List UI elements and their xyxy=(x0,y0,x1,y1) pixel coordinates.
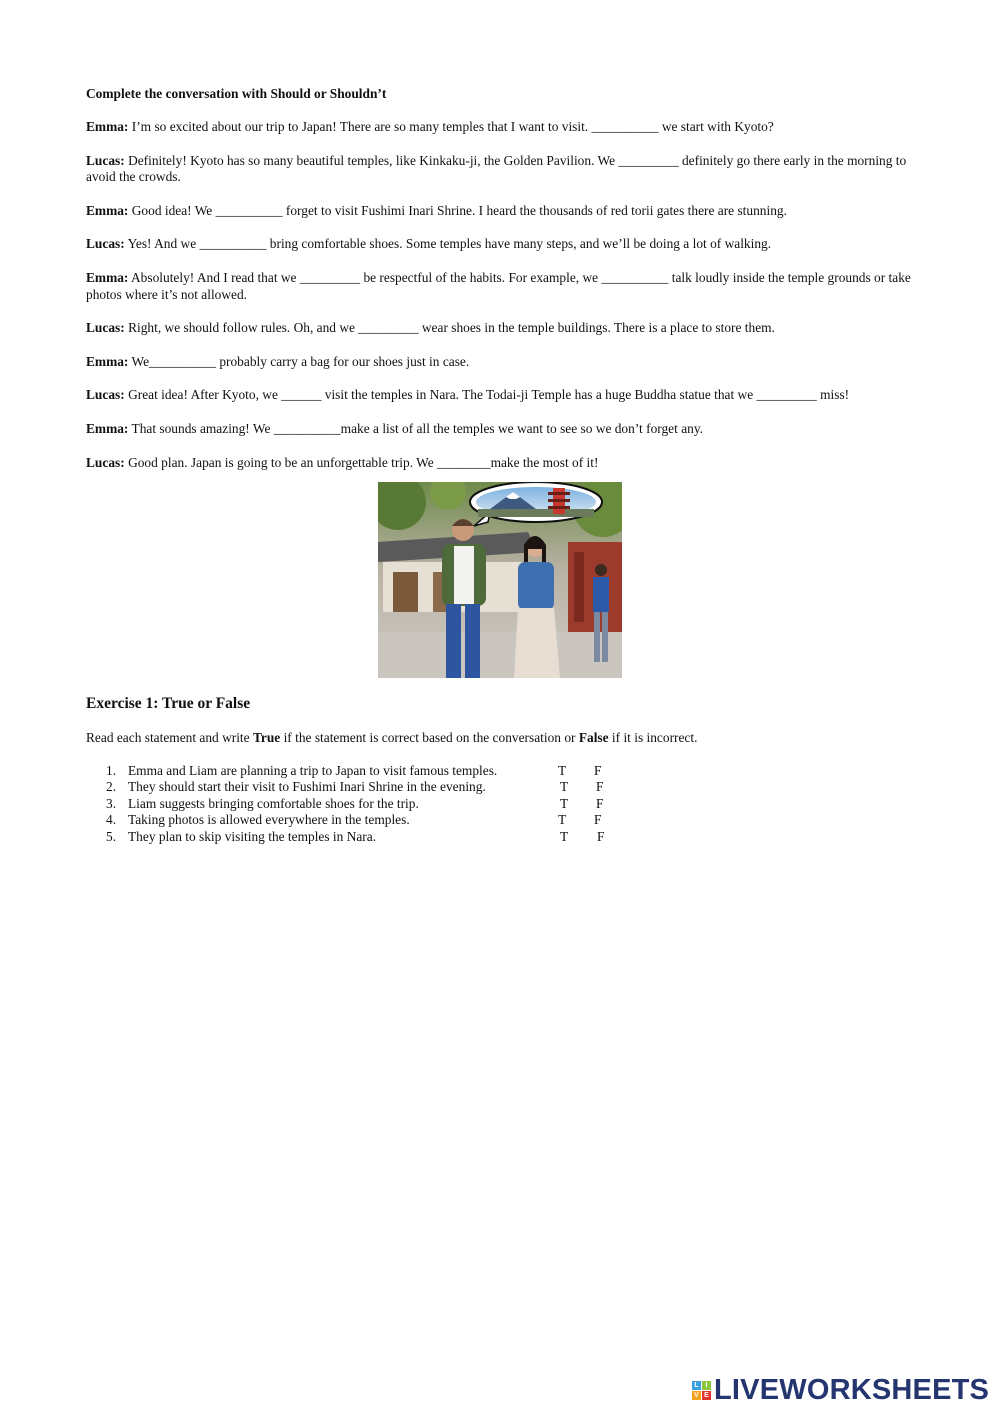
dialogue-text: We__________ probably carry a bag for our shoes just in case. xyxy=(131,353,470,369)
dialogue-line xyxy=(86,153,926,186)
instruction-text: Read each statement and write xyxy=(86,730,253,745)
dialogue-line xyxy=(86,455,926,472)
speaker-name: Emma: xyxy=(86,269,129,285)
speaker-name: Lucas: xyxy=(86,387,125,403)
false-option[interactable]: F xyxy=(596,795,604,811)
dialogue-text: Right, we should follow rules. Oh, and we _________ wear shoes in the temple buildings. There is a place to store them. xyxy=(128,320,775,336)
false-option[interactable]: F xyxy=(597,828,605,844)
dialogue-text: I’m so excited about our trip to Japan! There are so many temples that I want to visit. __________ we start with Kyoto? xyxy=(131,119,774,134)
travelers-photo xyxy=(378,482,622,678)
true-option[interactable]: T xyxy=(560,828,569,844)
dialogue-line xyxy=(86,320,926,337)
logo-tile: E xyxy=(702,1391,711,1400)
speaker-name: Lucas: xyxy=(86,152,125,168)
dialogue-text: Good plan. Japan is going to be an unforgettable trip. We ________make the most of it! xyxy=(128,454,599,470)
item-statement: Emma and Liam are planning a trip to Japan to visit famous temples. xyxy=(128,763,498,778)
speaker-name: Lucas: xyxy=(86,454,125,470)
item-number: 3. xyxy=(106,795,117,811)
false-option[interactable]: F xyxy=(596,779,604,795)
dialogue-line xyxy=(86,354,926,371)
false-option[interactable]: F xyxy=(594,763,602,778)
dialogue-text: Yes! And we __________ bring comfortable shoes. Some temples have many steps, and we’ll be doing a lot of walking. xyxy=(127,236,772,252)
true-option[interactable]: T xyxy=(558,763,567,778)
dialogue-text: That sounds amazing! We __________make a list of all the temples we want to see so we don’t forget any. xyxy=(131,420,704,436)
liveworksheets-logo xyxy=(692,1374,989,1406)
dialogue-line xyxy=(86,387,926,404)
item-number: 1. xyxy=(106,763,117,778)
item-number: 4. xyxy=(106,812,117,828)
dialogue-line xyxy=(86,119,926,136)
logo-tile: L xyxy=(692,1381,701,1390)
speaker-name: Emma: xyxy=(86,119,129,134)
speaker-name: Emma: xyxy=(86,420,129,436)
item-statement: Liam suggests bringing comfortable shoes for the trip. xyxy=(128,795,419,811)
instruction-text: if the statement is correct based on the conversation or xyxy=(280,730,579,745)
dialogue-line xyxy=(86,270,926,303)
exercise-instruction xyxy=(86,730,697,746)
true-option[interactable]: T xyxy=(558,812,567,828)
logo-tile: V xyxy=(692,1391,701,1400)
item-number: 5. xyxy=(106,828,117,844)
item-statement: Taking photos is allowed everywhere in the temples. xyxy=(128,812,410,828)
dialogue-line xyxy=(86,236,926,253)
dialogue-text: Good idea! We __________ forget to visit Fushimi Inari Shrine. I heard the thousands of red torii gates there are stunning. xyxy=(131,202,787,218)
item-statement: They plan to skip visiting the temples in Nara. xyxy=(128,828,377,844)
worksheet-heading: Complete the conversation with Should or Shouldn’t xyxy=(86,86,387,101)
item-statement: They should start their visit to Fushimi Inari Shrine in the evening. xyxy=(128,779,486,795)
dialogue-line xyxy=(86,421,926,438)
logo-wordmark: LIVEWORKSHEETS xyxy=(714,1373,990,1406)
dialogue-text: Great idea! After Kyoto, we ______ visit the temples in Nara. The Todai-ji Temple has a huge Buddha statue that we _________ miss! xyxy=(128,387,850,403)
instruction-false-word: False xyxy=(578,730,609,745)
speaker-name: Emma: xyxy=(86,353,129,369)
item-number: 2. xyxy=(106,779,117,795)
dialogue-text: Definitely! Kyoto has so many beautiful temples, like Kinkaku-ji, the Golden Pavilion. We _________ definitely go there early in the morning to avoid the crowds. xyxy=(86,152,907,185)
logo-tiles xyxy=(692,1381,711,1400)
instruction-text: if it is incorrect. xyxy=(608,730,698,745)
dialogue-line xyxy=(86,203,926,220)
worksheet xyxy=(86,86,926,488)
true-option[interactable]: T xyxy=(560,779,569,795)
instruction-true-word: True xyxy=(252,730,281,745)
speaker-name: Emma: xyxy=(86,202,129,218)
exercise-title: Exercise 1: True or False xyxy=(86,695,251,712)
logo-tile: I xyxy=(702,1381,711,1390)
speaker-name: Lucas: xyxy=(86,320,125,336)
false-option[interactable]: F xyxy=(594,812,602,828)
speaker-name: Lucas: xyxy=(86,236,125,252)
true-option[interactable]: T xyxy=(560,795,569,811)
dialogue-text: Absolutely! And I read that we _________ be respectful of the habits. For example, we __________ talk loudly inside the temple grounds or take photos where it’s not allowed. xyxy=(86,269,911,302)
travelers-illustration xyxy=(378,482,622,678)
